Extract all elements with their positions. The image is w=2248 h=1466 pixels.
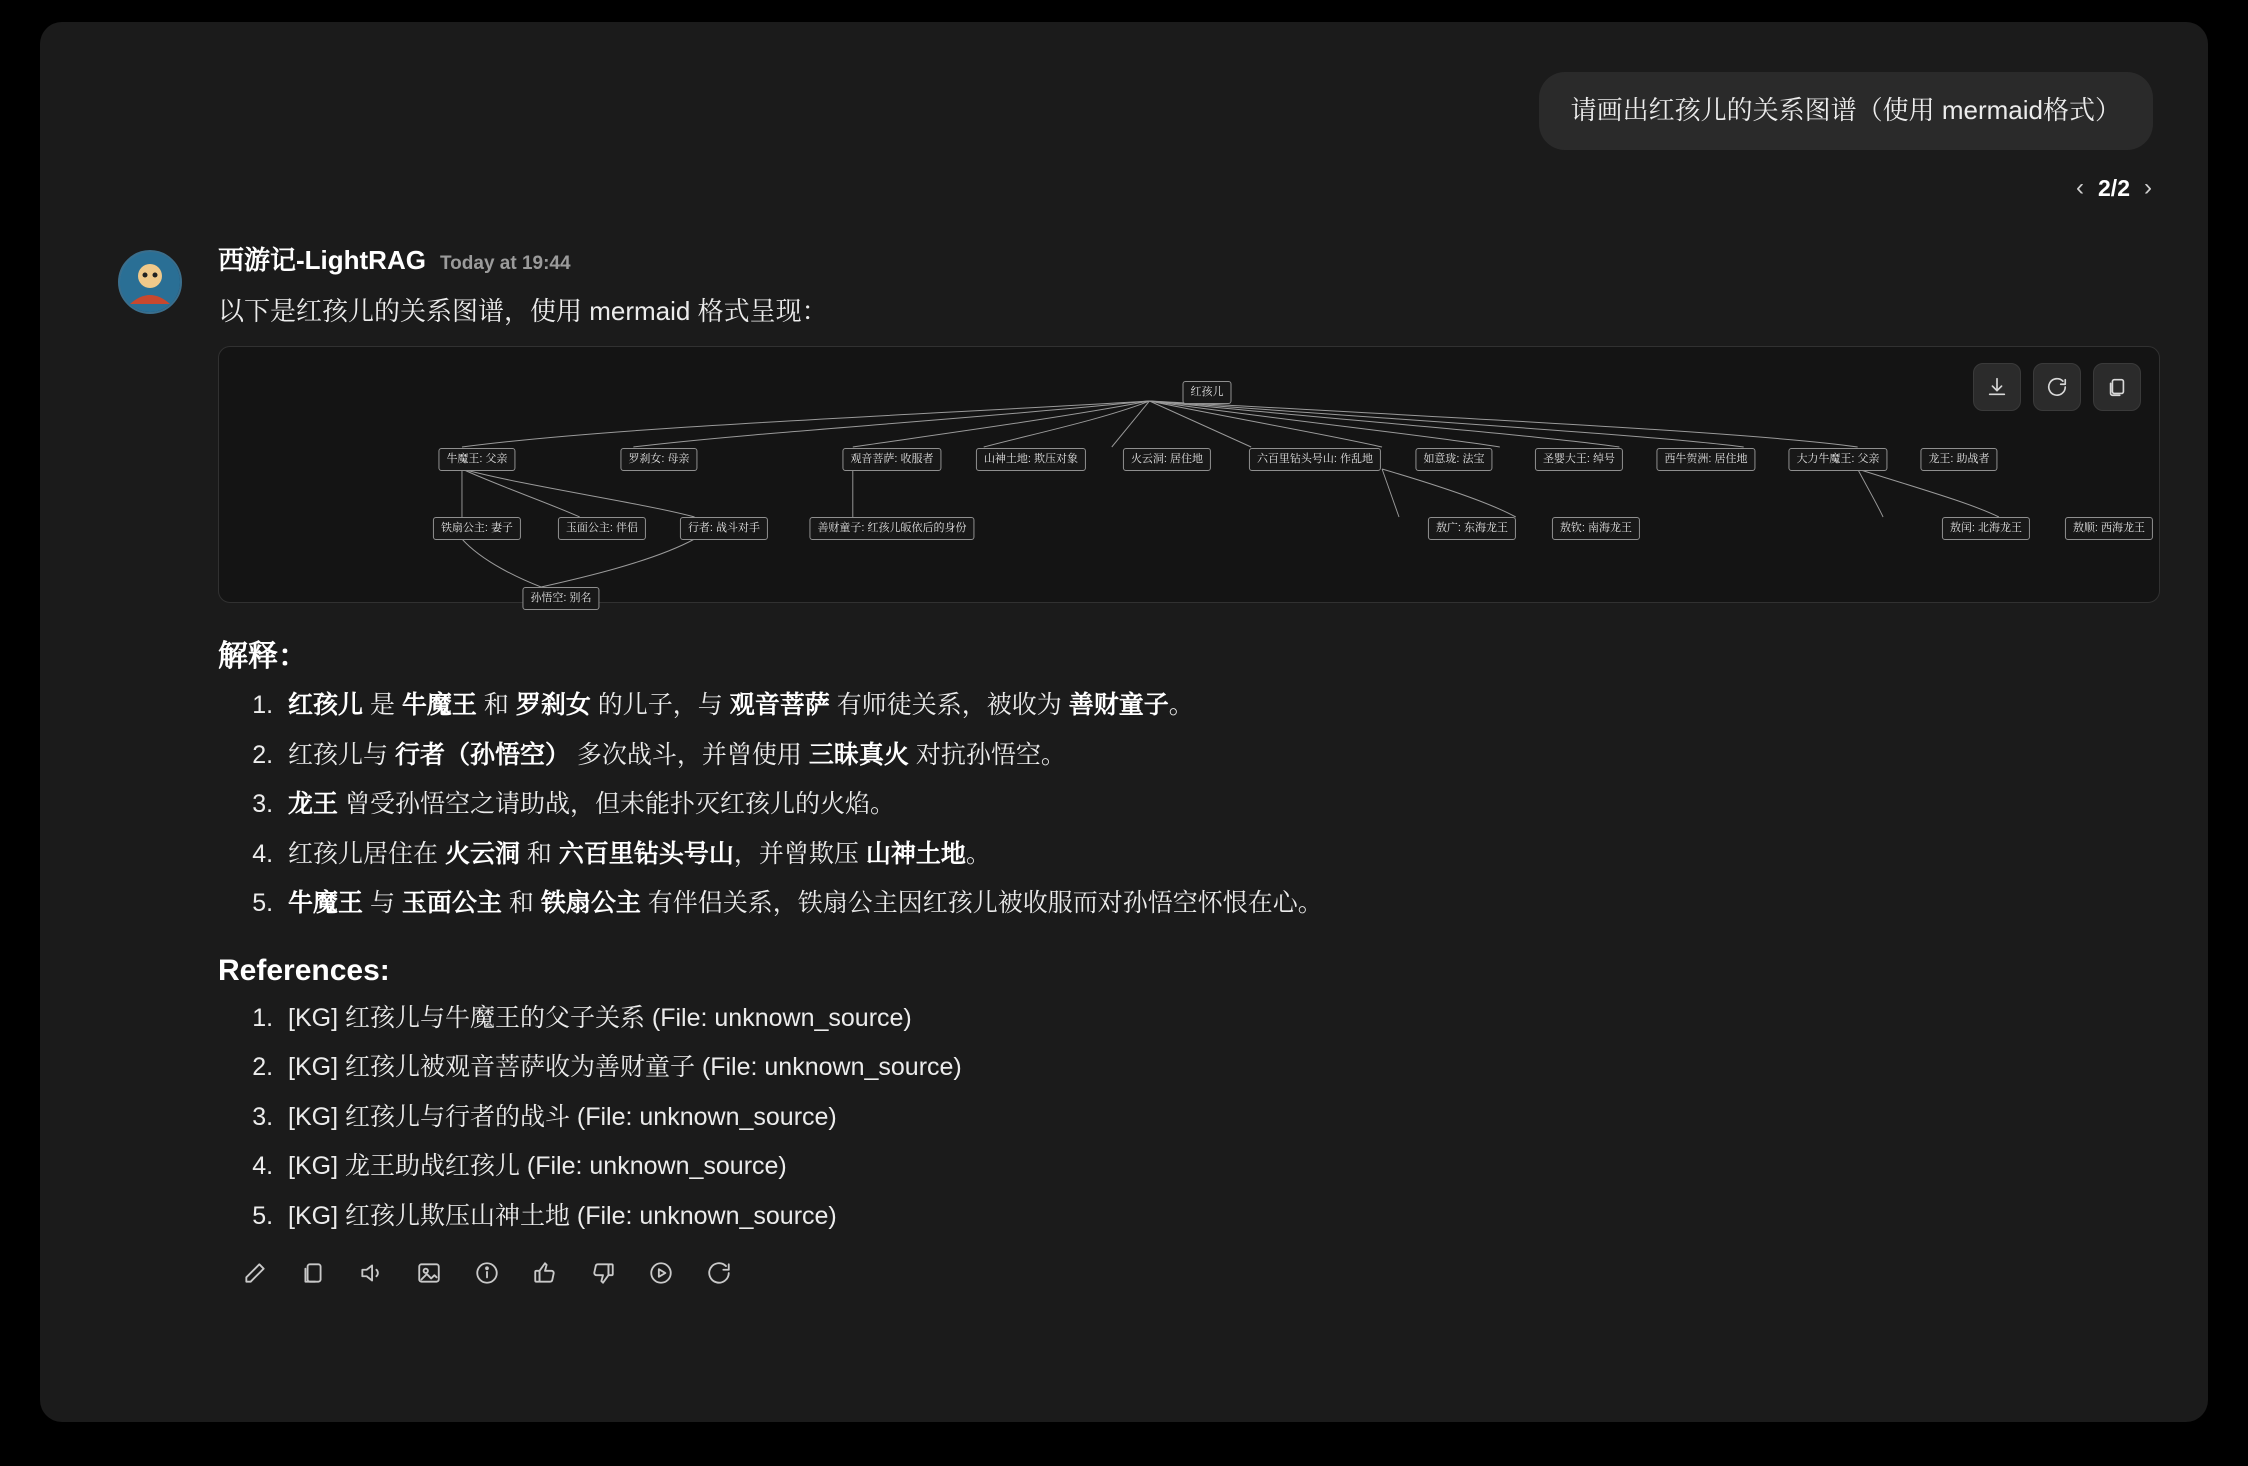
edit-icon[interactable] xyxy=(240,1258,270,1288)
graph-node[interactable]: 红孩儿 xyxy=(1183,381,1232,404)
assistant-header xyxy=(218,240,2160,277)
graph-node[interactable]: 西牛贺洲: 居住地 xyxy=(1656,448,1755,471)
assistant-intro: 以下是红孩儿的关系图谱，使用 mermaid 格式呈现： xyxy=(218,296,828,326)
graph-node[interactable]: 敖钦: 南海龙王 xyxy=(1552,517,1640,540)
chat-window xyxy=(40,22,2208,1422)
thumbs-down-icon[interactable] xyxy=(588,1258,618,1288)
graph-node[interactable]: 如意珑: 法宝 xyxy=(1415,448,1492,471)
list-item: 2. 红孩儿与 行者（孙悟空） 多次战斗，并曾使用 三昧真火 对抗孙悟空。 xyxy=(280,735,2160,776)
list-item: 4. 红孩儿居住在 火云洞 和 六百里钻头号山，并曾欺压 山神土地。 xyxy=(280,834,2160,875)
graph-node[interactable]: 圣婴大王: 绰号 xyxy=(1535,448,1623,471)
explanation-list xyxy=(218,685,2160,924)
graph-node[interactable]: 龙王: 助战者 xyxy=(1920,448,1997,471)
graph-node[interactable]: 玉面公主: 伴侣 xyxy=(558,517,646,540)
relationship-graph xyxy=(219,347,2159,602)
copy-icon[interactable] xyxy=(2093,363,2141,411)
list-item: 5. 牛魔王 与 玉面公主 和 铁扇公主 有伴侣关系，铁扇公主因红孩儿被收服而对孙悟空怀恨在心。 xyxy=(280,883,2160,924)
speaker-icon[interactable] xyxy=(356,1258,386,1288)
list-item: 5. [KG] 红孩儿欺压山神土地 (File: unknown_source) xyxy=(280,1196,2160,1237)
assistant-body xyxy=(218,240,2160,1288)
message-pager xyxy=(2076,174,2152,202)
graph-node[interactable]: 敖广: 东海龙王 xyxy=(1428,517,1516,540)
graph-node[interactable]: 行者: 战斗对手 xyxy=(680,517,768,540)
mermaid-diagram-card xyxy=(218,346,2160,603)
graph-node[interactable]: 铁扇公主: 妻子 xyxy=(433,517,521,540)
copy-icon[interactable] xyxy=(298,1258,328,1288)
agent-name: 西游记-LightRAG xyxy=(218,245,426,275)
pager-count: 2/2 xyxy=(2098,174,2130,201)
graph-node[interactable]: 敖顺: 西海龙王 xyxy=(2065,517,2153,540)
graph-node[interactable]: 六百里钻头号山: 作乱地 xyxy=(1249,448,1381,471)
references-title: References: xyxy=(218,953,390,987)
graph-node[interactable]: 火云洞: 居住地 xyxy=(1123,448,1211,471)
references-list xyxy=(218,998,2160,1237)
pager-prev-icon[interactable]: ‹ xyxy=(2076,174,2085,201)
user-message-bubble: 请画出红孩儿的关系图谱（使用 mermaid格式） xyxy=(1539,72,2153,150)
graph-node[interactable]: 大力牛魔王: 父亲 xyxy=(1788,448,1887,471)
graph-node[interactable]: 善财童子: 红孩儿皈依后的身份 xyxy=(809,517,974,540)
graph-node[interactable]: 山神土地: 欺压对象 xyxy=(976,448,1086,471)
list-item: 1. [KG] 红孩儿与牛魔王的父子关系 (File: unknown_source) xyxy=(280,998,2160,1039)
explanation-title: 解释： xyxy=(218,640,308,673)
graph-node[interactable]: 牛魔王: 父亲 xyxy=(438,448,515,471)
regenerate-icon[interactable] xyxy=(704,1258,734,1288)
download-icon[interactable] xyxy=(1973,363,2021,411)
list-item: 1. 红孩儿 是 牛魔王 和 罗刹女 的儿子，与 观音菩萨 有师徒关系，被收为 善财童子。 xyxy=(280,685,2160,726)
graph-node[interactable]: 敖闰: 北海龙王 xyxy=(1942,517,2030,540)
user-message-row xyxy=(1539,72,2153,150)
graph-node[interactable]: 罗刹女: 母亲 xyxy=(620,448,697,471)
list-item: 2. [KG] 红孩儿被观音菩萨收为善财童子 (File: unknown_source) xyxy=(280,1047,2160,1088)
graph-node[interactable]: 孙悟空: 别名 xyxy=(522,587,599,610)
list-item: 3. [KG] 红孩儿与行者的战斗 (File: unknown_source) xyxy=(280,1097,2160,1138)
message-action-bar xyxy=(240,1258,2160,1288)
play-icon[interactable] xyxy=(646,1258,676,1288)
diagram-toolbar xyxy=(1973,363,2141,411)
graph-node[interactable]: 观音菩萨: 收服者 xyxy=(842,448,941,471)
assistant-message xyxy=(118,240,2160,1288)
image-icon[interactable] xyxy=(414,1258,444,1288)
thumbs-up-icon[interactable] xyxy=(530,1258,560,1288)
list-item: 4. [KG] 龙王助战红孩儿 (File: unknown_source) xyxy=(280,1146,2160,1187)
message-timestamp: Today at 19:44 xyxy=(439,253,571,274)
list-item: 3. 龙王 曾受孙悟空之请助战，但未能扑灭红孩儿的火焰。 xyxy=(280,784,2160,825)
info-icon[interactable] xyxy=(472,1258,502,1288)
pager-next-icon[interactable]: › xyxy=(2144,174,2152,201)
avatar xyxy=(118,250,182,314)
refresh-icon[interactable] xyxy=(2033,363,2081,411)
